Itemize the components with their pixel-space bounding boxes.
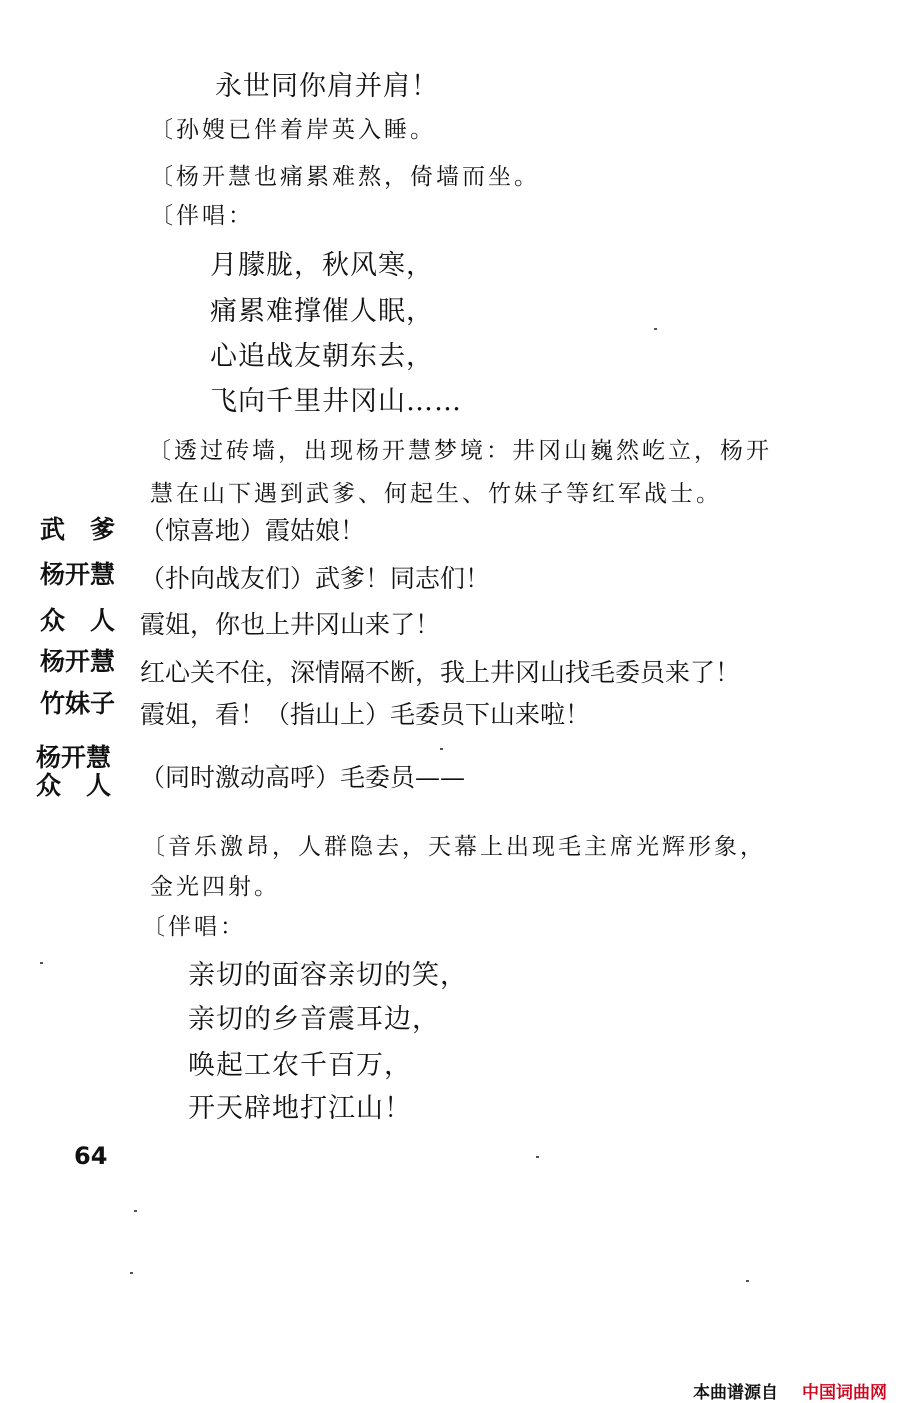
stage-direction: 金光四射。 — [150, 874, 280, 900]
speaker-name: 竹妹子 — [40, 689, 116, 718]
dialogue-text: （同时激动高呼）毛委员—— — [140, 763, 466, 792]
speaker-name: 武 爹 — [40, 515, 116, 544]
chorus-line: 飞向千里井冈山…… — [210, 386, 462, 417]
speaker-name: 众 人 — [36, 771, 112, 800]
chorus-line: 亲切的面容亲切的笑， — [188, 960, 468, 991]
speaker-name: 杨开慧 — [40, 560, 116, 589]
chorus-line: 亲切的乡音震耳边， — [188, 1004, 440, 1035]
footer-site-name[interactable]: 中国词曲网 — [802, 1383, 887, 1403]
chorus-line: 唤起工农千百万， — [188, 1050, 412, 1081]
chorus-label: 〔伴唱： — [150, 203, 254, 229]
scan-speck — [654, 328, 657, 330]
dialogue-text: 霞姐，你也上井冈山来了！ — [140, 610, 441, 639]
stage-direction: 〔杨开慧也痛累难熬，倚墙而坐。 — [150, 164, 540, 190]
page-number: 64 — [74, 1142, 108, 1170]
dialogue-text: （扑向战友们）武爹！同志们！ — [140, 564, 491, 593]
speaker-name: 众 人 — [40, 606, 116, 635]
stage-direction: 〔孙嫂已伴着岸英入睡。 — [150, 117, 436, 143]
scan-speck — [536, 1156, 539, 1158]
scan-speck — [746, 1280, 749, 1282]
chorus-line: 月朦胧，秋风寒， — [210, 250, 434, 281]
scan-speck — [134, 1210, 137, 1212]
chorus-line: 心追战友朝东去， — [210, 341, 434, 372]
chorus-label: 〔伴唱： — [142, 914, 246, 940]
stage-direction: 〔音乐激昂，人群隐去，天幕上出现毛主席光辉形象， — [142, 834, 766, 860]
verse-line: 永世同你肩并肩！ — [215, 71, 439, 102]
dialogue-text: （惊喜地）霞姑娘！ — [140, 516, 366, 545]
dialogue-text: 红心关不住，深情隔不断，我上井冈山找毛委员来了！ — [140, 658, 741, 687]
chorus-line: 痛累难撑催人眠， — [210, 296, 434, 327]
speaker-name: 杨开慧 — [40, 647, 116, 676]
stage-direction: 〔透过砖墙，出现杨开慧梦境：井冈山巍然屹立，杨开 — [148, 438, 772, 464]
footer-source-label: 本曲谱源自 — [693, 1383, 778, 1403]
speaker-name: 杨开慧 — [36, 743, 112, 772]
chorus-line: 开天辟地打江山！ — [188, 1093, 412, 1124]
dialogue-text: 霞姐，看！（指山上）毛委员下山来啦！ — [140, 700, 591, 729]
stage-direction: 慧在山下遇到武爹、何起生、竹妹子等红军战士。 — [150, 481, 722, 507]
scan-speck — [130, 1272, 133, 1274]
scan-speck — [440, 748, 443, 750]
scan-speck — [40, 962, 43, 964]
